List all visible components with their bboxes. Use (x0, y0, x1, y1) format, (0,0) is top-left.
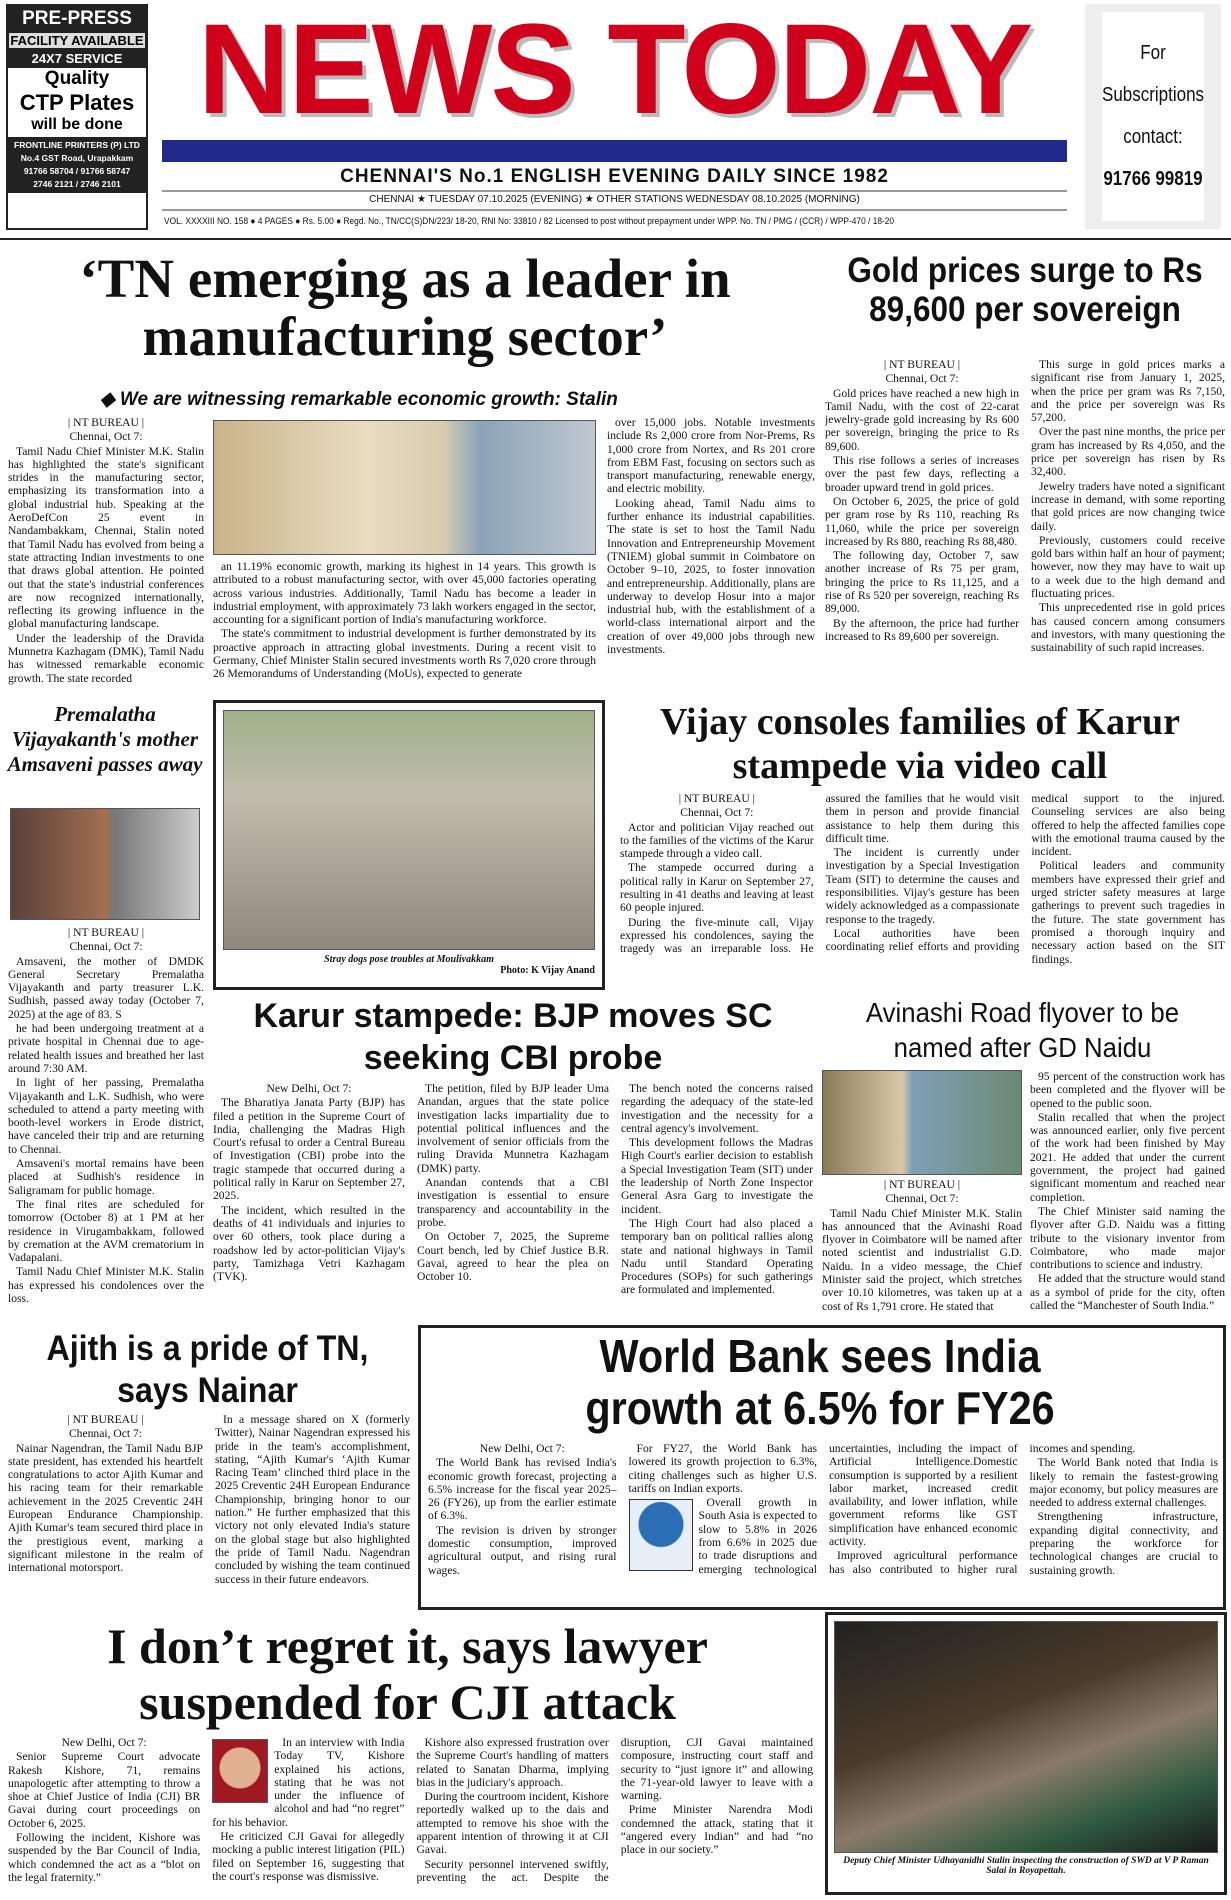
byline: | NT BUREAU | (67, 416, 145, 429)
paragraph: Stalin recalled that when the project was announced earlier, only five percent of the work had been finished by May 2021. He added that under the current government, the project had gained significant momentum and reached near completion. (1030, 1110, 1225, 1204)
photo-caption: Stray dogs pose troubles at Moulivakkam (324, 954, 494, 965)
avinashi-body2 (1030, 1070, 1225, 1320)
tagline: CHENNAI'S No.1 ENGLISH EVENING DAILY SINCE 1982 (162, 166, 1067, 192)
paragraph: He criticized CJI Gavai for allegedly mocking a public interest litigation (PIL) filed on September 16, suggesting that the court's response was dismissive. (212, 1830, 405, 1883)
paragraph: he had been undergoing treatment at a private hospital in Chennai due to age-related health issues and breathed her last around 7:30 AM. (8, 1022, 204, 1075)
paragraph: Amsaveni's mortal remains have been placed at Sudhish's residence in Saligramam for public homage. (8, 1157, 204, 1197)
paragraph: The following day, October 7, saw another increase of Rs 75 per gram, bringing the price to Rs 11,125, and a rise of Rs 520 per sovereign, reaching Rs 89,000. (825, 549, 1019, 616)
subscription-phone: 91766 99819 (1103, 168, 1203, 190)
paragraph: The incident is currently under investigation by a Special Investigation Team (SIT) to determine the causes and responsibilities. Vijay's gesture has been widely acknowledged as a compassionate response to the tragedy. (825, 846, 1020, 926)
article-dateline: Chennai, Oct 7: (69, 940, 143, 954)
article-dateline: Chennai, Oct 7: (68, 1427, 143, 1441)
paragraph: Overall growth in South Asia is expected to slow to 5.8% in 2026 from 6.6% in 2025 due to trade disruptions and emerging technological uncertainties, including the impact of Artificial Intelligence.Domestic consumption is supported by a resilient labor market, increased credit availability, and lower inflation, while government reforms like GST simplification have enhanced economic activity. (629, 1442, 1018, 1577)
amsaveni-body (8, 926, 204, 1311)
paragraph: During the courtroom incident, Kishore reportedly walked up to the dais and attempted to remove his shoe with the apparent intention of throwing it at CJI Gavai. (416, 1790, 609, 1857)
article-dateline: Chennai, Oct 7: (885, 1192, 959, 1206)
lawyer-body (8, 1736, 813, 1896)
paragraph: Tamil Nadu Chief Minister M.K. Stalin has expressed his condolences over the loss. (8, 1265, 204, 1306)
paragraph: Gold prices have reached a new high in Tamil Nadu, with the cost of 22-carat jewelry-grade gold increasing by Rs 600 per sovereign, bringing the price to Rs 89,600. (825, 386, 1019, 453)
sub-line: For (1140, 42, 1166, 64)
paragraph: The bench noted the concerns raised regarding the adequacy of the state-led investigation and the necessity for a central agency's involvement. (621, 1082, 813, 1135)
dateline: CHENNAI ★ TUESDAY 07.10.2025 (EVENING) ★ OTHER STATIONS WEDNESDAY 08.10.2025 (MORNING) (162, 194, 1067, 211)
paragraph: This rise follows a series of increases over the past few days, reflecting a broader upward trend in gold prices. (825, 454, 1019, 494)
amsaveni-photo (10, 808, 200, 920)
paragraph: Anandan contends that a CBI investigation is essential to ensure transparency and accountability in the probe. (417, 1176, 609, 1229)
subscription-ad (1085, 4, 1221, 229)
paragraph: Amsaveni, the mother of DMDK General Secretary Premalatha Vijayakanth and party treasurer L.K. Sudhish, passed away today (October 7, 2025) at the age of 83. S (8, 954, 204, 1021)
ad-line: will be done (31, 116, 123, 133)
paragraph: During the five-minute call, Vijay expressed his condolences, saying the tragedy was an irreparable loss. He assured the families that he would visit them in person and provide financial assistance to help them during this difficult time. (620, 792, 1020, 956)
lead-subhead: ◆ We are witnessing remarkable economic growth: Stalin (100, 389, 618, 410)
karur-headline: Karur stampede: BJP moves SC seeking CBI probe (253, 997, 773, 1077)
byline: | NT BUREAU | (883, 358, 961, 371)
paragraph: In a message shared on X (formerly Twitter), Nainar Nagendran expressed his pride in the team's accomplishment, stating, “Ajith Kumar's ‘Ajith Kumar Racing Team’ clinched third place in the 2025 Creventic 24H European Endurance Championship, bringing honor to our nation.” He further emphasized that this victory not only elevated India's stature on the global stage but also highlighted the pride of Tamil Nadu. Nagendran concluded by wishing the team continued success in their future endeavors. (215, 1413, 410, 1586)
article-dateline: New Delhi, Oct 7: (61, 1736, 147, 1749)
paragraph: The World Bank noted that India is likely to remain the fastest-growing major economy, but policy measures are needed to address external challenges. (1029, 1456, 1218, 1510)
paragraph: The revision is driven by stronger domestic consumption, improved agricultural output, and rising rural wages. (428, 1523, 617, 1577)
worldbank-body (428, 1442, 1218, 1602)
ad-line: 24X7 SERVICE (8, 49, 146, 68)
paragraph: over 15,000 jobs. Notable investments include Rs 2,000 crore from Nor-Prems, Rs 1,000 crore from Nortex, and Rs 201 crore from EBM Fast, focusing on sectors such as transport manufacturing, renewable energy, and electric mobility. (607, 416, 815, 496)
divider (0, 238, 1231, 240)
ad-line: 2746 2121 / 2746 2101 (33, 179, 121, 189)
registration-line: VOL. XXXXIII NO. 158 ● 4 PAGES ● Rs. 5.00 ● Regd. No., TN/CC(S)DN/223/ 18-20, RNI No: 33810 / 82 Licensed to post without prepayment under WPP. No. TN / PMG / (CCR) / WPP-470 / 18-20 (164, 216, 895, 227)
lead-col2 (213, 560, 596, 690)
ajith-headline: Ajith is a pride of TN, says Nainar (46, 1329, 369, 1410)
paragraph: In light of her passing, Premalatha Vijayakanth and L.K. Sudhish, who were scheduled to attend a party meeting with booth-level workers in Erode district, have canceled their trip and are returning to Chennai. (8, 1076, 204, 1156)
lead-col1 (8, 416, 204, 692)
paragraph: This unprecedented rise in gold prices has caused concern among consumers and investors, with many questioning the sustainability of such rapid increases. (1031, 601, 1225, 655)
paragraph: Over the past nine months, the price per gram has increased by Rs 4,050, and the price per sovereign has risen by Rs 32,400. (1031, 425, 1225, 479)
paragraph: On October 7, 2025, the Supreme Court bench, led by Chief Justice B.R. Gavai, agreed to hear the plea on October 10. (417, 1230, 609, 1284)
paragraph: Security personnel intervened swiftly, preventing the act. Despite the disruption, CJI Gavai maintained composure, instructing court staff and security to “just ignore it” and allowing the 71-year-old lawyer to leave with a warning. (416, 1736, 813, 1884)
paragraph: The incident, which resulted in the deaths of 41 individuals and injuries to over 60 others, took place during a roadshow led by actor-politician Vijay's party, Tamizhaga Vetri Kazhagam (TVK). (213, 1203, 405, 1284)
ad-line: PRE-PRESS (8, 6, 146, 32)
ad-line: FACILITY AVAILABLE (8, 32, 146, 49)
ad-line: Quality (44, 68, 110, 89)
ajith-body (8, 1413, 410, 1609)
paragraph: Actor and politician Vijay reached out to the families of the victims of the Karur stampede through a video call. (620, 820, 814, 861)
paragraph: Tamil Nadu Chief Minister M.K. Stalin has highlighted the state's significant strides in the manufacturing sector, emphasizing its transformation into a global industrial hub. Speaking at the AeroDefCon 25 event in Nandambakkam, Chennai, Stalin noted that Tamil Nadu has evolved from being a state attracting Indian investments to one that draws global attention. He pointed out that the state's industrial conferences are now recognized internationally, reflecting its growing influence in the global manufacturing landscape. (8, 444, 204, 631)
ad-line: No.4 GST Road, Urapakkam (20, 153, 134, 163)
paragraph: The Bharatiya Janata Party (BJP) has filed a petition in the Supreme Court of India, challenging the Madras High Court's refusal to order a Central Bureau of Investigation (CBI) probe into the tragic stampede that occurred during a political rally in Karur on September 27, 2025. (213, 1096, 405, 1203)
article-dateline: Chennai, Oct 7: (680, 806, 754, 820)
rakesh-kishore-photo (212, 1739, 268, 1803)
gold-headline: Gold prices surge to Rs 89,600 per sovereign (847, 251, 1203, 329)
paragraph: The state's commitment to industrial development is further demonstrated by its proactive approach in attracting global investments. During a recent visit to Germany, Chief Minister Stalin secured investments worth Rs 7,020 crore through 26 Memorandums of Understanding (MoUs), expected to generate (213, 627, 596, 681)
paragraph: Political leaders and community members have expressed their grief and urged stricter safety measures at large gatherings to prevent such tragedies in the future. The state government has promised a thorough inquiry and necessary action based on the SIT findings. (1031, 859, 1225, 966)
byline: | NT BUREAU | (678, 792, 755, 805)
paragraph: Nainar Nagendran, the Tamil Nadu BJP state president, has extended his heartfelt congratulations to actor Ajith Kumar and his racing team for their remarkable achievement in the 2025 Creventic 24H European Endurance Championship. Ajith Kumar's team secured third place in the prestigious event, marking a significant milestone in the realm of international motorsport. (8, 1441, 203, 1575)
amsaveni-headline: Premalatha Vijayakanth's mother Amsaveni passes away (7, 702, 203, 776)
article-dateline: Chennai, Oct 7: (69, 430, 143, 444)
paragraph: an 11.19% economic growth, marking its highest in 14 years. This growth is attributed to a robust manufacturing sector, with over 45,000 factories operating across various industries. Additionally, Tamil Nadu has become a leader in industrial employment, with approximately 73 lakh workers engaged in the sector, accounting for a significant portion of India's manufacturing workforce. (213, 560, 596, 627)
paragraph: This development follows the Madras High Court's earlier decision to establish a Special Investigation Team (SIT) under the leadership of North Zone Inspector General Asra Garg to investigate the incident. (621, 1136, 813, 1216)
paragraph: Following the incident, Kishore was suspended by the Bar Council of India, which condemned the act as a “blot on the legal fraternity.” (8, 1831, 201, 1884)
byline: | NT BUREAU | (67, 1413, 144, 1426)
stray-dogs-photo-box (213, 700, 605, 990)
ad-line: 91766 58704 / 91766 58747 (23, 166, 131, 176)
paragraph: Local authorities have been coordinating relief efforts and providing medical support to the injured. Counseling services are also being offered to help the affected families cope with the emotional trauma caused by the incident. (825, 792, 1225, 954)
prepress-ad (6, 4, 148, 230)
article-dateline: Chennai, Oct 7: (885, 372, 959, 386)
photo-credit: Photo: K Vijay Anand (500, 965, 595, 976)
paragraph: The World Bank has revised India's economic growth forecast, projecting a 6.5% increase for the fiscal year 2025–26 (FY26), up from the earlier estimate of 6.3%. (428, 1456, 617, 1523)
stray-dogs-photo (223, 710, 595, 950)
paragraph: Looking ahead, Tamil Nadu aims to further enhance its industrial capabilities. The state is set to host the Tamil Nadu Innovation and Entrepreneurship Movement (TNIEM) global summit in Coimbatore on October 9–10, 2025, to foster innovation and entrepreneurship. Additionally, plans are underway to develop Hosur into a major industrial hub, with the establishment of a world-class international airport and the creation of over 49,000 jobs through new investments. (607, 496, 815, 657)
paragraph: The Chief Minister said naming the flyover after G.D. Naidu was a fitting tribute to the visionary inventor from Coimbatore, who made major contributions to science and industry. (1030, 1204, 1225, 1272)
gd-naidu-flyover-photo (822, 1070, 1022, 1175)
paragraph: The High Court had also placed a temporary ban on political rallies along state and national highways in Tamil Nadu until Standard Operating Procedures (SOPs) for such gatherings are formulated and implemented. (621, 1216, 813, 1297)
paragraph: Senior Supreme Court advocate Rakesh Kishore, 71, remains unapologetic after attempting to throw a shoe at Chief Justice of India (CJI) BR Gavai during court proceedings on October 6, 2025. (8, 1750, 201, 1830)
paragraph: Kishore also expressed frustration over the Supreme Court's handling of matters related to Sanatan Dharma, implying bias in the judiciary's approach. (416, 1736, 609, 1789)
sub-line: Subscriptions (1102, 84, 1205, 106)
paragraph: He added that the structure would stand as a symbol of pride for the city, often called the “Manchester of South India.” (1030, 1272, 1225, 1313)
gold-body (825, 358, 1225, 692)
udhayanidhi-photo-box (825, 1612, 1227, 1895)
paragraph: For FY27, the World Bank has lowered its growth projection to 6.3%, citing challenges such as higher U.S. tariffs on Indian exports. (628, 1442, 817, 1495)
karur-body (213, 1082, 813, 1320)
paragraph: In an interview with India Today TV, Kishore explained his actions, stating that he was not under the influence of alcohol and had “no regret” for his behavior. (212, 1736, 405, 1829)
avinashi-body1 (822, 1178, 1022, 1320)
lead-col3 (607, 416, 815, 692)
article-dateline: New Delhi, Oct 7: (266, 1082, 352, 1095)
paragraph: 95 percent of the construction work has been completed and the flyover will be opened to the public soon. (1030, 1070, 1225, 1110)
newspaper-logo: NEWS TODAY (197, 4, 1032, 136)
article-dateline: New Delhi, Oct 7: (479, 1442, 565, 1455)
byline: | NT BUREAU | (883, 1178, 961, 1191)
paragraph: Under the leadership of the Dravida Munnetra Kazhagam (DMK), Tamil Nadu has witnessed remarkable economic growth. The state recorded (8, 631, 204, 685)
paragraph: The petition, filed by BJP leader Uma Anandan, argues that the state police investigation lacks impartiality due to potential political influences and the involvement of senior officials from the ruling Dravida Munnetra Kazhagam (DMK) party. (417, 1082, 609, 1175)
paragraph: The final rites are scheduled for tomorrow (October 8) at 1 PM at her residence in Virugambakkam, followed by cremation at the AVM crematorium in Vadapalani. (8, 1197, 204, 1265)
paragraph: Strengthening infrastructure, expanding digital connectivity, and preparing the workforce for technological changes are crucial to sustaining growth. (1029, 1510, 1218, 1577)
paragraph: The stampede occurred during a political rally in Karur on September 27, resulting in 41 deaths and leaving at least 60 people injured. (620, 861, 814, 915)
lawyer-headline: I don’t regret it, says lawyer suspended for CJI attack (107, 1618, 708, 1730)
paragraph: Prime Minister Narendra Modi condemned the attack, stating that it “angered every Indian” and had “no place in our society.” (620, 1803, 813, 1857)
ad-line: FRONTLINE PRINTERS (P) LTD (14, 140, 140, 150)
paragraph: Tamil Nadu Chief Minister M.K. Stalin has announced that the Avinashi Road flyover in Coimbatore will be named after noted scientist and industrialist G.D. Naidu. In a video message, the Chief Minister said the project, which stretches over 10.10 kilometres, was taken up at a cost of Rs 1,791 crore. He stated that (822, 1206, 1022, 1313)
avinashi-headline: Avinashi Road flyover to be named after GD Naidu (865, 997, 1180, 1063)
paragraph: This surge in gold prices marks a significant rise from January 1, 2025, when the price per gram was Rs 7,150, and the price per sovereign was Rs 57,200. (1031, 358, 1225, 425)
paragraph: Previously, customers could receive gold bars within half an hour of payment; however, now they may have to wait up to a week due to the high demand and fluctuating prices. (1031, 533, 1225, 601)
globe-coins-icon (629, 1499, 693, 1571)
vijay-headline: Vijay consoles families of Karur stampede via video call (660, 701, 1180, 787)
paragraph: Jewelry traders have noted a significant increase in demand, with some reporting that gold prices are now changing twice daily. (1031, 479, 1225, 533)
sub-line: contact: (1123, 126, 1183, 148)
ad-line: CTP Plates (19, 90, 135, 115)
paragraph: On October 6, 2025, the price of gold per gram rose by Rs 110, reaching Rs 11,060, while the price per sovereign increased by Rs 880, reaching Rs 88,480. (825, 494, 1019, 548)
stalin-event-photo (213, 420, 596, 555)
logo-bar (162, 140, 1067, 162)
vijay-body (620, 792, 1225, 988)
paragraph: Improved agricultural performance has also contributed to higher rural incomes and spending. (829, 1442, 1136, 1576)
photo-caption: Deputy Chief Minister Udhayanidhi Stalin inspecting the construction of SWD at V P Raman Salai in Royapettah. (843, 1856, 1209, 1876)
byline: | NT BUREAU | (67, 926, 145, 939)
paragraph: By the afternoon, the price had further increased to Rs 89,600 per sovereign. (825, 616, 1019, 643)
worldbank-headline: World Bank sees India growth at 6.5% for FY26 (585, 1330, 1055, 1434)
udhayanidhi-photo (834, 1621, 1218, 1853)
lead-headline: ‘TN emerging as a leader in manufacturing sector’ (79, 248, 731, 367)
